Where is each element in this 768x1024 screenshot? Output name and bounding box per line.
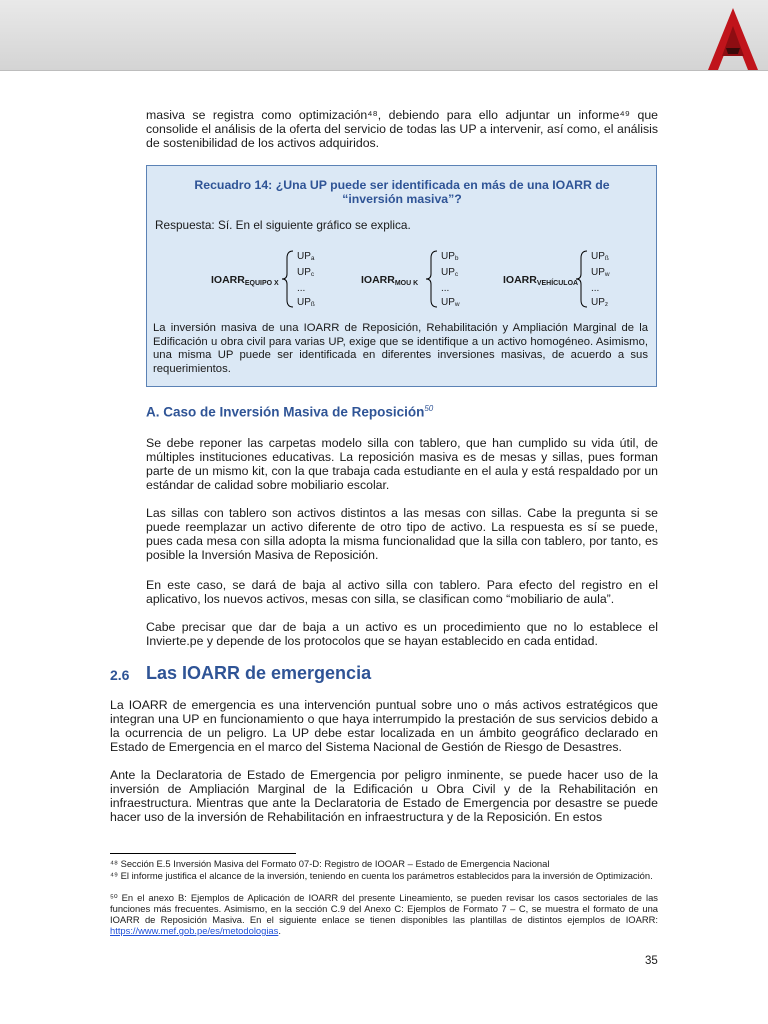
footnote-48: ⁴⁸ Sección E.5 Inversión Masiva del Formato 07-D: Registro de IOOAR – Estado de Emergencia Nacional	[110, 858, 550, 869]
page-header-band	[0, 0, 768, 71]
up-item: $UP_z$	[591, 297, 609, 308]
up-item: $UP_c$	[441, 267, 459, 278]
up-list	[591, 250, 610, 312]
paragraph-section-2: Ante la Declaratoria de Estado de Emergencia por peligro inminente, se puede hacer uso de la inversión de Ampliación Marginal de la Edificación u Obra Civil y de la Rehabilitación en infraestructura. Mientras que ante la Declaratoria de Estado de Emergencia por desastre se puede hacer uso de la inversión de Rehabilitación en infraestructura y de la Reposición. En estos	[110, 768, 658, 824]
footnote-49: ⁴⁹ El informe justifica el alcance de la inversión, teniendo en cuenta los parámetros establecidos para la inversión de Optimización.	[110, 870, 653, 881]
brace-icon	[575, 250, 589, 308]
page-number: 35	[645, 955, 658, 967]
brace-icon	[281, 250, 295, 308]
up-item: $UP_a$	[297, 251, 315, 262]
intro-paragraph: masiva se registra como optimización⁴⁸, debiendo para ello adjuntar un informe⁴⁹ que consolide el análisis de la oferta del servicio de todas las UP a intervenir, así como, el análisis de sostenibilidad de los activos adquiridos.	[146, 108, 658, 150]
paragraph-a2: Las sillas con tablero son activos distintos a las mesas con sillas. Cabe la pregunta si se puede reemplazar un activo diferente de otro tipo de activo. La respuesta es sí se puede, pues cada mesa con silla adopta la misma funcionalidad que la silla con tablero, por tanto, es posible la Inversión Masiva de Reposición.	[146, 506, 658, 562]
up-list	[297, 250, 315, 312]
logo-icon	[708, 8, 758, 70]
paragraph-section-1: La IOARR de emergencia es una intervención puntual sobre uno o más activos estratégicos que integran una UP en funcionamiento o que haya interrumpido la prestación de sus servicios debido a la ocurrencia de un peligro. La UP debe estar localizada en un ámbito geográfico declarado en Estado de Emergencia en el marco del Sistema Nacional de Gestión de Riesgo de Desastres.	[110, 698, 658, 754]
up-item: ...	[591, 283, 600, 294]
up-item: $UP_w$	[441, 297, 460, 308]
section-title: Las IOARR de emergencia	[146, 663, 372, 683]
paragraph-a4: Cabe precisar que dar de baja a un activo es un procedimiento que no lo establece el Invierte.pe y depende de los protocolos que se hayan establecido en cada entidad.	[146, 620, 658, 648]
ioarr-label: $IOARR_{VEHÍCULOA}$	[503, 274, 579, 287]
up-item: $UP_ß$	[591, 251, 609, 262]
up-item: $UP_c$	[297, 267, 315, 278]
recuadro-box	[146, 165, 657, 387]
ioarr-label: $IOARR_{EQUIPO X}$	[211, 274, 279, 287]
up-item: $UP_ß$	[297, 297, 315, 308]
up-item: $UP_b$	[441, 251, 459, 262]
recuadro-answer: Respuesta: Sí. En el siguiente gráfico se explica.	[155, 218, 411, 232]
footnote-divider	[110, 853, 296, 854]
up-item: ...	[441, 283, 450, 294]
brace-icon	[425, 250, 439, 308]
up-item: $UP_w$	[591, 267, 610, 278]
paragraph-a1: Se debe reponer las carpetas modelo silla con tablero, que han cumplido su vida útil, de múltiples instituciones educativas. La reposición masiva es de mesas y sillas, pues forman parte de un mismo kit, con la que trabaja cada estudiante en el aula y está respaldado por un estándar de calidad sobre mobiliario escolar.	[146, 436, 658, 492]
recuadro-description: La inversión masiva de una IOARR de Reposición, Rehabilitación y Ampliación Marginal de la Edificación u obra civil para varias UP, exige que se identifique a un activo homogéneo. Asimismo, una misma UP puede ser identificada en diferentes inversiones masivas, de acuerdo a sus requerimientos.	[153, 322, 648, 375]
subsection-a-heading: A. Caso de Inversión Masiva de Reposición$^{50}$	[146, 404, 434, 420]
section-number: 2.6	[110, 667, 130, 683]
metodologias-link[interactable]: https://www.mef.gob.pe/es/metodologias	[110, 925, 279, 936]
up-item: ...	[297, 283, 306, 294]
footnote-50: ⁵⁰ En el anexo B: Ejemplos de Aplicación de IOARR del presente Lineamiento, se pueden revisar los casos sectoriales de las funciones más frecuentes. Asimismo, en la sección C.9 del Anexo C: Ejemplos de Formato 7 – C, se muestra el formato de una IOARR de Reposición Masiva. En el siguiente enlace se tienen disponibles las plantillas de distintos ejemplos de IOARR: https://www.mef.gob.pe/es/metodologias.	[110, 892, 658, 936]
paragraph-a3: En este caso, se dará de baja al activo silla con tablero. Para efecto del registro en el aplicativo, los nuevos activos, mesas con silla, se clasifican como “mobiliario de aula”.	[146, 578, 658, 606]
up-list	[441, 250, 460, 312]
ioarr-label: $IOARR_{MOU K}$	[361, 274, 419, 287]
recuadro-title: Recuadro 14: ¿Una UP puede ser identificada en más de una IOARR de “inversión masiva”?	[194, 178, 610, 206]
